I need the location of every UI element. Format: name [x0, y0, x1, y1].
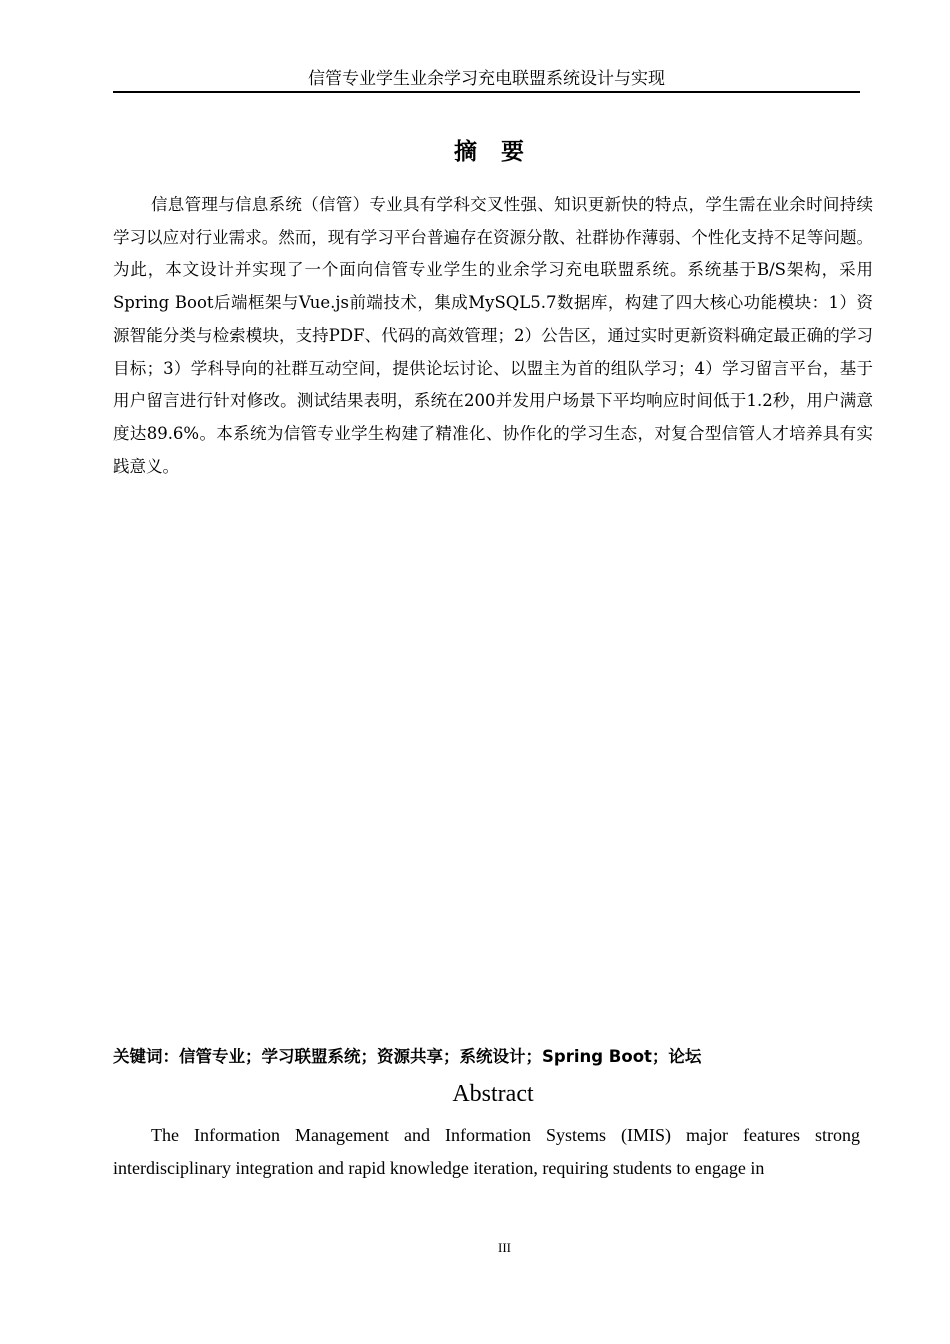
header-rule [113, 91, 860, 93]
running-header: 信管专业学生业余学习充电联盟系统设计与实现 [308, 69, 665, 89]
abstract-en-title: Abstract [452, 1081, 534, 1107]
abstract-cn-body: 信息管理与信息系统（信管）专业具有学科交叉性强、知识更新快的特点，学生需在业余时间持续学习以应对行业需求。然而，现有学习平台普遍存在资源分散、社群协作薄弱、个性化支持不足等问题。为此，本文设计并实现了一个面向信管专业学生的业余学习充电联盟系统。系统基于B/S架构，采用Spring Boot后端框架与Vue.js前端技术，集成MySQL5.7数据库，构建了四大核心功能模块：1）资源智能分类与检索模块，支持PDF、代码的高效管理；2）公告区，通过实时更新资料确定最正确的学习目标；3）学科导向的社群互动空间，提供论坛讨论、以盟主为首的组队学习；4）学习留言平台，基于用户留言进行针对修改。测试结果表明，系统在200并发用户场景下平均响应时间低于1.2秒，用户满意度达89.6%。本系统为信管专业学生构建了精准化、协作化的学习生态，对复合型信管人才培养具有实践意义。 [113, 195, 873, 476]
keywords-line: 关键词：信管专业；学习联盟系统；资源共享；系统设计；Spring Boot；论坛 [113, 1047, 702, 1066]
abstract-cn-title: 摘 要 [453, 139, 532, 165]
page-number: III [498, 1240, 511, 1255]
abstract-en-body: The Information Management and Information Systems (IMIS) major features strong interdisciplinary integration and rapid knowledge iteration, requiring students to engage in [113, 1125, 860, 1178]
